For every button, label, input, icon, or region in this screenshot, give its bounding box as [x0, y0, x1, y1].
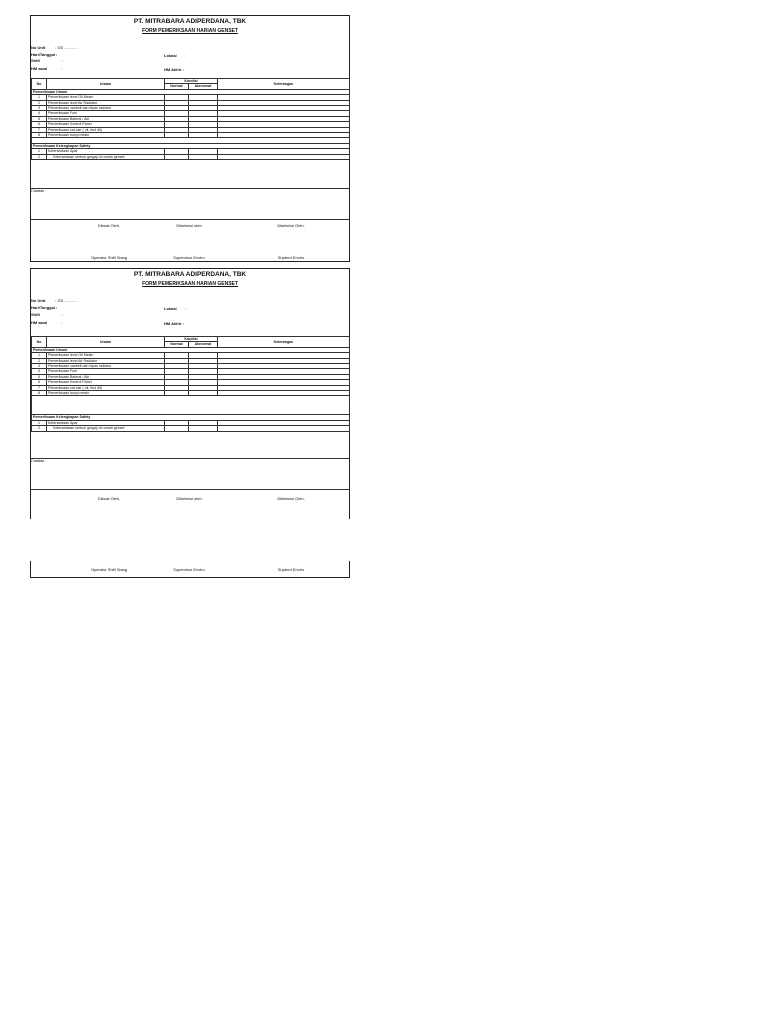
supterd-label: Supterd Enviro [277, 567, 305, 572]
hari-row: Hari/Tanggal : [31, 52, 58, 57]
hm-awal-row: HM awal : [31, 66, 63, 71]
section-umum: Pemeriksaan Umum [32, 89, 350, 94]
catatan-box[interactable] [31, 188, 349, 220]
operator-label: Operator Shift Siang [90, 567, 128, 572]
checklist-table [31, 78, 350, 160]
catatan-label: Catatan : [31, 459, 47, 463]
form-title: FORM PEMERIKSAAN HARIAN GENSET [142, 28, 238, 34]
diketahui-label: Diketahui oleh [176, 496, 202, 501]
col-uraian: Uraian [47, 79, 165, 90]
table-row: 1 Ketersediaan Apar [32, 420, 350, 425]
table-row: 6 Pemeriksaan Kontrol Panel [32, 380, 350, 385]
company-name: PT. MITRABARA ADIPERDANA, TBK [133, 18, 247, 25]
col-kondisi: Kondisi [165, 79, 218, 84]
checklist-table [31, 336, 350, 432]
diketahui-label: Diketahui oleh [176, 223, 202, 228]
no-unit-row: No Unit : GS ............ [31, 45, 78, 50]
page-gap [30, 519, 350, 561]
hm-awal-row: HM awal : [31, 320, 63, 325]
shift-row: Shift : [31, 312, 64, 317]
table-row: 5 Pemeriksaan Baterai / Aki [32, 116, 350, 121]
table-row: 2 Pemeriksaan level Air Radiator [32, 358, 350, 363]
catatan-box[interactable] [31, 458, 349, 490]
table-row: 8 Pemeriksaan bunyi mesin [32, 391, 350, 396]
section-umum: Pemeriksaan Umum [32, 347, 350, 352]
dibuat-label: Dibuat Oleh, [97, 223, 121, 228]
col-normal: Normal [165, 342, 189, 347]
col-no: No [32, 79, 47, 90]
dibuat-label: Dibuat Oleh, [97, 496, 121, 501]
table-row: 2 Pemeriksaan level Air Radiator [32, 100, 350, 105]
spacer-row [32, 396, 350, 415]
table-row: 8 Pemeriksaan bunyi mesin [32, 133, 350, 138]
table-row: 4 Pemeriksaan Fuel [32, 369, 350, 374]
table-row: 5 Pemeriksaan Baterai / Aki [32, 374, 350, 379]
supervisor-label: Supervisor Enviro [173, 255, 205, 260]
col-keterangan: Keterangan [218, 79, 350, 90]
table-row: 1 Ketersediaan Apar [32, 149, 350, 154]
company-name: PT. MITRABARA ADIPERDANA, TBK [133, 271, 247, 278]
supterd-label: Supterd Enviro [277, 255, 305, 260]
table-row: 2 Ketersediaan serbuk gergaji di rumah genset [32, 426, 350, 431]
col-kondisi: Kondisi [165, 337, 218, 342]
no-unit-row: No Unit : GS ............ [31, 298, 78, 303]
col-keterangan: Keterangan [218, 337, 350, 348]
table-row: 7 Pemeriksaan cat cair ( oli, feul dll) [32, 385, 350, 390]
table-row: 7 Pemeriksaan cat cair ( oli, feul dll) [32, 127, 350, 132]
diketahui2-label: Diketahui Oleh, [277, 223, 305, 228]
hm-akhir-row: HM Akhir : [164, 67, 184, 72]
col-abnormal: Abnormal [189, 84, 218, 89]
table-row: 6 Pemeriksaan Kontrol Panel [32, 122, 350, 127]
operator-label: Operator Shift Siang [90, 255, 128, 260]
form-2 [30, 268, 350, 578]
form-1 [30, 15, 350, 262]
hm-akhir-row: HM Akhir : [164, 321, 184, 326]
col-uraian: Uraian [47, 337, 165, 348]
table-row: 3 Pemeriksaan vanbelt dan kipas radiator [32, 364, 350, 369]
table-row: 1 Pemeriksaan level Oli Mesin [32, 353, 350, 358]
section-safety: Pemeriksaan Kelengkapan Safety [32, 143, 350, 148]
diketahui2-label: Diketahui Oleh, [277, 496, 305, 501]
col-abnormal: Abnormal [189, 342, 218, 347]
shift-row: Shift : [31, 58, 64, 63]
table-row: 3 Pemeriksaan vanbelt dan kipas radiator [32, 106, 350, 111]
supervisor-label: Supervisor Enviro [173, 567, 205, 572]
table-row: 2 Ketersediaan serbuk gergaji di rumah genset [32, 154, 350, 159]
lokasi-row: Lokasi : [164, 53, 186, 58]
table-row: 1 Pemeriksaan level Oli Mesin [32, 95, 350, 100]
table-row: 4 Pemeriksaan Fuel [32, 111, 350, 116]
col-no: No [32, 337, 47, 348]
hari-row: Hari/Tanggal : [31, 305, 58, 310]
col-normal: Normal [165, 84, 189, 89]
lokasi-row: Lokasi : [164, 306, 186, 311]
form-title: FORM PEMERIKSAAN HARIAN GENSET [142, 281, 238, 287]
section-safety: Pemeriksaan Kelengkapan Safety [32, 415, 350, 420]
catatan-label: Catatan : [31, 189, 47, 193]
